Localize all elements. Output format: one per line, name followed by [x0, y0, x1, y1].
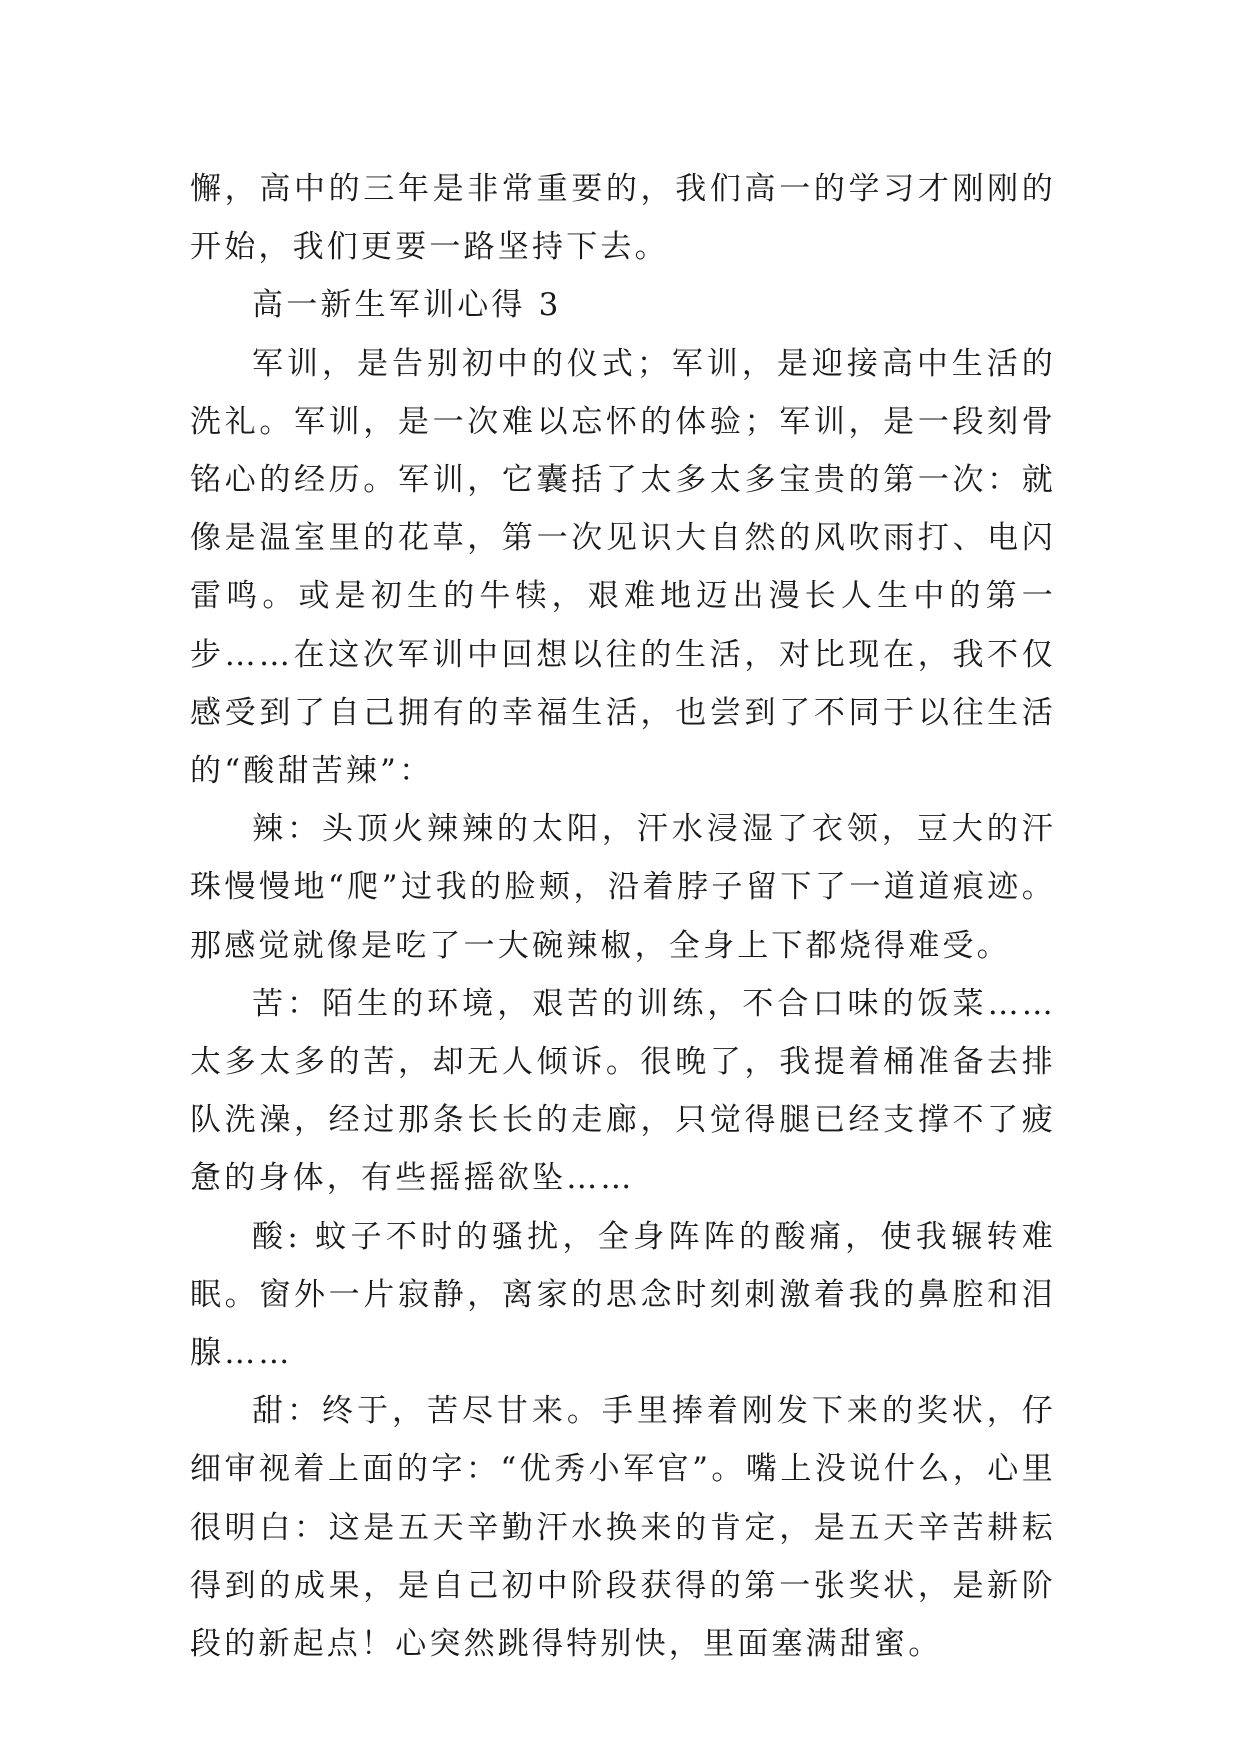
sweet-paragraph: 甜：终于，苦尽甘来。手里捧着刚发下来的奖状，仔细审视着上面的字：“优秀小军官”。嘴上没说什么，心里很明白：这是五天辛勤汗水换来的肯定，是五天辛苦耕耘得到的成果，是自己初中阶段获得的第一张奖状，是新阶段的新起点！心突然跳得特别快，里面塞满甜蜜。 — [190, 1393, 1056, 1663]
bitter-paragraph: 苦：陌生的环境，艰苦的训练，不合口味的饭菜……太多太多的苦，却无人倾诉。很晚了，我提着桶准备去排队洗澡，经过那条长长的走廊，只觉得腿已经支撑不了疲惫的身体，有些摇摇欲坠…… — [190, 985, 1056, 1197]
continued-paragraph: 懈，高中的三年是非常重要的，我们高一的学习才刚刚的开始，我们更要一路坚持下去。 — [190, 171, 1056, 266]
spicy-paragraph: 辣：头顶火辣辣的太阳，汗水浸湿了衣领，豆大的汗珠慢慢地“爬”过我的脸颊，沿着脖子留下了一道道痕迹。那感觉就像是吃了一大碗辣椒，全身上下都烧得难受。 — [190, 811, 1056, 964]
sour-paragraph: 酸: 蚊子不时的骚扰，全身阵阵的酸痛，使我辗转难眠。窗外一片寂静，离家的思念时刻刺激着我的鼻腔和泪腺…… — [190, 1218, 1056, 1372]
document-body — [190, 160, 1056, 1673]
intro-paragraph: 军训，是告别初中的仪式；军训，是迎接高中生活的洗礼。军训，是一次难以忘怀的体验；军训，是一段刻骨铭心的经历。军训，它囊括了太多太多宝贵的第一次：就像是温室里的花草，第一次见识大自然的风吹雨打、电闪雷鸣。或是初生的牛犊，艰难地迈出漫长人生中的第一步……在这次军训中回想以往的生活，对比现在，我不仅感受到了自己拥有的幸福生活，也尝到了不同于以往生活的“酸甜苦辣”： — [190, 345, 1056, 790]
section-heading: 高一新生军训心得 3 — [252, 287, 562, 324]
